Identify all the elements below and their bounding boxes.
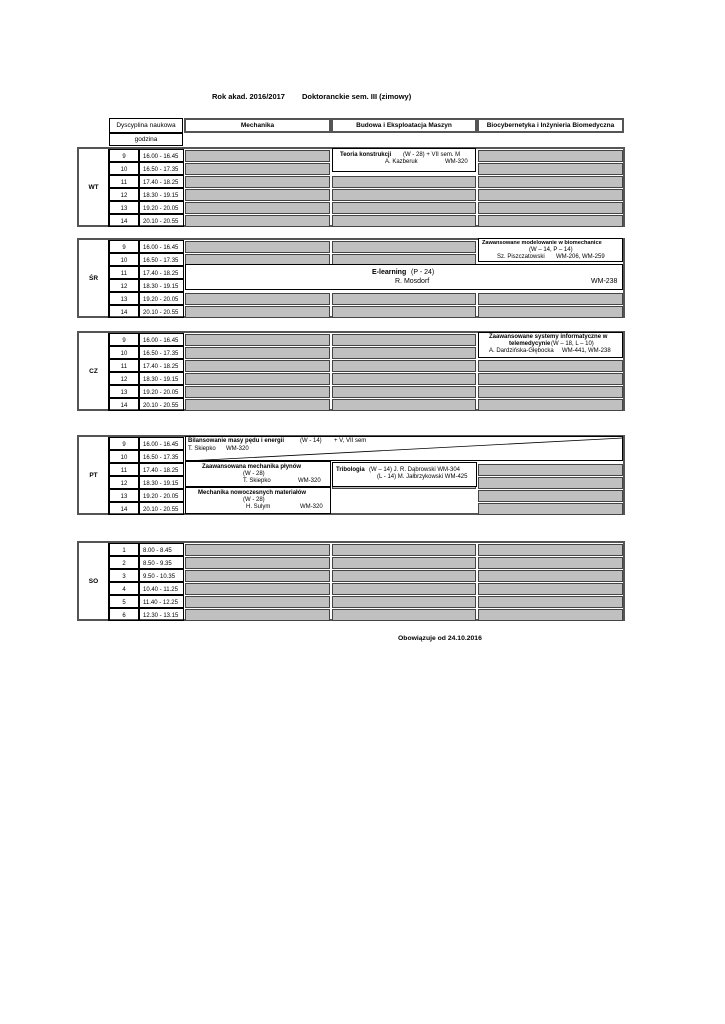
period-number: 12 bbox=[109, 188, 139, 201]
schedule-cell bbox=[332, 596, 476, 608]
period-time: 17.40 - 18.25 bbox=[139, 175, 184, 188]
period-time: 8.00 - 8.45 bbox=[139, 543, 184, 556]
schedule-cell bbox=[478, 570, 623, 582]
period-time: 17.40 - 18.25 bbox=[139, 266, 184, 279]
event-room: WM-320 bbox=[226, 446, 249, 452]
event-e-learning bbox=[185, 264, 623, 290]
event-mechanika-plynow bbox=[185, 461, 331, 487]
schedule-cell bbox=[478, 202, 623, 214]
event-teacher: A. Dardzińska-Głębocka bbox=[489, 348, 554, 354]
period-time: 16.50 - 17.35 bbox=[139, 253, 184, 266]
period-number: 6 bbox=[109, 608, 139, 621]
schedule-cell bbox=[185, 373, 330, 385]
period-time: 17.40 - 18.25 bbox=[139, 463, 184, 476]
schedule-cell bbox=[332, 347, 476, 359]
event-extra: + V, VII sem bbox=[334, 438, 367, 444]
period-number: 3 bbox=[109, 569, 139, 582]
schedule-cell bbox=[478, 544, 623, 556]
event-info: (W - 28) bbox=[243, 471, 265, 477]
period-time: 18.30 - 19.15 bbox=[139, 279, 184, 292]
schedule-cell bbox=[332, 570, 476, 582]
schedule-cell bbox=[185, 596, 330, 608]
event-title: Tribologia bbox=[336, 467, 365, 473]
period-number: 13 bbox=[109, 292, 139, 305]
schedule-cell bbox=[332, 176, 476, 188]
event-tribologia bbox=[332, 462, 477, 487]
event-title: Zaawansowana mechanika płynów bbox=[202, 464, 302, 470]
schedule-cell bbox=[185, 557, 330, 569]
period-time: 9.50 - 10.35 bbox=[139, 569, 184, 582]
event-line1: (W – 14) J. R. Dąbrowski WM-304 bbox=[369, 467, 461, 473]
schedule-cell bbox=[185, 202, 330, 214]
period-number: 5 bbox=[109, 595, 139, 608]
schedule-cell bbox=[332, 334, 476, 346]
event-title-line2: telemedycynie bbox=[509, 341, 551, 347]
schedule-cell bbox=[332, 293, 476, 305]
period-time: 16.00 - 16.45 bbox=[139, 333, 184, 346]
schedule-cell bbox=[478, 583, 623, 595]
period-time: 19.20 - 20.05 bbox=[139, 489, 184, 502]
schedule-cell bbox=[185, 609, 330, 621]
schedule-cell bbox=[478, 477, 623, 489]
period-time: 20.10 - 20.55 bbox=[139, 305, 184, 318]
schedule-cell bbox=[478, 596, 623, 608]
schedule-cell bbox=[185, 334, 330, 346]
event-title: Mechanika nowoczesnych materiałów bbox=[198, 490, 307, 496]
schedule-cell bbox=[185, 386, 330, 398]
event-info: (P - 24) bbox=[411, 269, 435, 276]
schedule-cell bbox=[478, 215, 623, 227]
event-teacher: H. Sulym bbox=[246, 504, 271, 510]
schedule-cell bbox=[185, 347, 330, 359]
day-label: ŚR bbox=[79, 240, 109, 318]
period-time: 16.50 - 17.35 bbox=[139, 346, 184, 359]
period-number: 13 bbox=[109, 489, 139, 502]
day-label: CZ bbox=[79, 333, 109, 411]
event-room: WM-238 bbox=[591, 278, 618, 285]
diagonal-line bbox=[186, 437, 624, 462]
period-number: 9 bbox=[109, 149, 139, 162]
event-teacher: R. Mosdorf bbox=[395, 278, 430, 285]
period-time: 16.00 - 16.45 bbox=[139, 240, 184, 253]
schedule-cell bbox=[185, 293, 330, 305]
discipline-header: Dyscyplina naukowa bbox=[109, 118, 183, 133]
schedule-cell bbox=[478, 373, 623, 385]
schedule-cell bbox=[332, 583, 476, 595]
schedule-cell bbox=[478, 306, 623, 318]
period-number: 14 bbox=[109, 398, 139, 411]
schedule-cell bbox=[185, 150, 330, 162]
period-number: 10 bbox=[109, 450, 139, 463]
schedule-cell bbox=[332, 241, 476, 253]
day-label: WT bbox=[79, 149, 109, 227]
period-time: 8.50 - 9.35 bbox=[139, 556, 184, 569]
event-info: (W - 28) + VII sem. M bbox=[403, 152, 461, 158]
period-number: 11 bbox=[109, 359, 139, 372]
schedule-cell bbox=[332, 215, 476, 227]
period-time: 18.30 - 19.15 bbox=[139, 188, 184, 201]
schedule-cell bbox=[185, 360, 330, 372]
event-modelowanie-biomechanice bbox=[478, 238, 623, 262]
schedule-cell bbox=[478, 503, 623, 515]
period-time: 16.50 - 17.35 bbox=[139, 450, 184, 463]
schedule-cell bbox=[332, 399, 476, 411]
event-room: WM-320 bbox=[300, 504, 323, 510]
event-info: (W - 28) bbox=[243, 497, 265, 503]
schedule-cell bbox=[332, 490, 476, 502]
schedule-cell bbox=[332, 373, 476, 385]
period-number: 9 bbox=[109, 240, 139, 253]
schedule-cell bbox=[478, 386, 623, 398]
period-number: 10 bbox=[109, 253, 139, 266]
period-time: 20.10 - 20.55 bbox=[139, 502, 184, 515]
period-time: 19.20 - 20.05 bbox=[139, 385, 184, 398]
period-time: 16.50 - 17.35 bbox=[139, 162, 184, 175]
period-number: 12 bbox=[109, 279, 139, 292]
period-time: 16.00 - 16.45 bbox=[139, 437, 184, 450]
event-systemy-informatyczne bbox=[478, 332, 623, 358]
schedule-cell bbox=[332, 202, 476, 214]
period-number: 12 bbox=[109, 476, 139, 489]
event-teoria-konstrukcji bbox=[332, 148, 476, 172]
event-title: Zawansowane modelowanie w biomechanice bbox=[482, 240, 602, 246]
period-time: 20.10 - 20.55 bbox=[139, 214, 184, 227]
period-number: 2 bbox=[109, 556, 139, 569]
period-number: 13 bbox=[109, 201, 139, 214]
period-number: 12 bbox=[109, 372, 139, 385]
schedule-cell bbox=[185, 163, 330, 175]
event-mechanika-materialow bbox=[185, 487, 331, 514]
period-number: 14 bbox=[109, 502, 139, 515]
event-line2: (L - 14) M. Jałbrzykowski WM-425 bbox=[377, 474, 468, 480]
schedule-cell bbox=[185, 241, 330, 253]
schedule-cell bbox=[332, 503, 476, 515]
schedule-cell bbox=[185, 399, 330, 411]
event-info: (W – 14, P – 14) bbox=[529, 247, 573, 253]
valid-from: Obowiązuje od 24.10.2016 bbox=[398, 635, 482, 642]
period-time: 11.40 - 12.25 bbox=[139, 595, 184, 608]
event-room: WM-320 bbox=[298, 478, 321, 484]
schedule-cell bbox=[332, 306, 476, 318]
event-teacher: Sz. Piszczatowski bbox=[497, 254, 545, 260]
schedule-cell bbox=[478, 557, 623, 569]
event-room: WM-441, WM-238 bbox=[562, 348, 611, 354]
schedule-cell bbox=[478, 176, 623, 188]
schedule-cell bbox=[332, 189, 476, 201]
period-number: 9 bbox=[109, 437, 139, 450]
period-number: 11 bbox=[109, 463, 139, 476]
event-room: WM-206, WM-259 bbox=[556, 254, 605, 260]
period-number: 11 bbox=[109, 175, 139, 188]
column-mechanika: Mechanika bbox=[184, 118, 331, 133]
schedule-cell bbox=[478, 609, 623, 621]
academic-year: Rok akad. 2016/2017 bbox=[212, 92, 285, 101]
schedule-cell bbox=[185, 189, 330, 201]
schedule-cell bbox=[478, 163, 623, 175]
period-number: 14 bbox=[109, 305, 139, 318]
schedule-cell bbox=[185, 215, 330, 227]
day-label: PT bbox=[79, 437, 109, 515]
schedule-cell bbox=[478, 464, 623, 476]
period-time: 12.30 - 13.15 bbox=[139, 608, 184, 621]
period-number: 11 bbox=[109, 266, 139, 279]
period-time: 20.10 - 20.55 bbox=[139, 398, 184, 411]
schedule-cell bbox=[185, 306, 330, 318]
event-title: Bilansowanie masy pędu i energii bbox=[188, 438, 285, 444]
schedule-cell bbox=[478, 399, 623, 411]
period-number: 14 bbox=[109, 214, 139, 227]
schedule-cell bbox=[332, 360, 476, 372]
period-time: 18.30 - 19.15 bbox=[139, 476, 184, 489]
event-title: Teoria konstrukcji bbox=[340, 152, 392, 158]
period-number: 13 bbox=[109, 385, 139, 398]
period-time: 18.30 - 19.15 bbox=[139, 372, 184, 385]
schedule-cell bbox=[185, 176, 330, 188]
schedule-cell bbox=[185, 544, 330, 556]
event-info: (W – 18, L – 10) bbox=[551, 341, 594, 347]
event-title: E-learning bbox=[372, 269, 407, 276]
event-bilansowanie bbox=[185, 436, 623, 461]
period-number: 4 bbox=[109, 582, 139, 595]
event-room: WM-320 bbox=[445, 159, 468, 165]
period-time: 19.20 - 20.05 bbox=[139, 201, 184, 214]
period-time: 16.00 - 16.45 bbox=[139, 149, 184, 162]
hour-header: godzina bbox=[109, 133, 183, 146]
schedule-cell bbox=[332, 386, 476, 398]
schedule-cell bbox=[332, 544, 476, 556]
period-number: 9 bbox=[109, 333, 139, 346]
period-time: 19.20 - 20.05 bbox=[139, 292, 184, 305]
period-time: 17.40 - 18.25 bbox=[139, 359, 184, 372]
column-budowa: Budowa i Eksploatacja Maszyn bbox=[331, 118, 477, 133]
day-label: SO bbox=[79, 543, 109, 621]
schedule-cell bbox=[185, 570, 330, 582]
schedule-cell bbox=[478, 293, 623, 305]
event-title-line1: Zaawansowane systemy informatyczne w bbox=[489, 334, 608, 340]
semester-title: Doktoranckie sem. III (zimowy) bbox=[302, 92, 412, 101]
schedule-cell bbox=[478, 360, 623, 372]
period-number: 10 bbox=[109, 162, 139, 175]
schedule-cell bbox=[185, 583, 330, 595]
event-teacher: T. Skiepko bbox=[188, 446, 216, 452]
period-number: 10 bbox=[109, 346, 139, 359]
period-time: 10.40 - 11.25 bbox=[139, 582, 184, 595]
period-number: 1 bbox=[109, 543, 139, 556]
schedule-cell bbox=[478, 150, 623, 162]
schedule-cell bbox=[332, 557, 476, 569]
schedule-cell bbox=[478, 189, 623, 201]
event-teacher: A. Kazberuk bbox=[385, 159, 418, 165]
event-teacher: T. Skiepko bbox=[243, 478, 271, 484]
column-biocybernetyka: Biocybernetyka i Inżynieria Biomedyczna bbox=[477, 118, 624, 133]
schedule-cell bbox=[332, 609, 476, 621]
schedule-cell bbox=[478, 490, 623, 502]
event-info: (W - 14) bbox=[300, 438, 322, 444]
